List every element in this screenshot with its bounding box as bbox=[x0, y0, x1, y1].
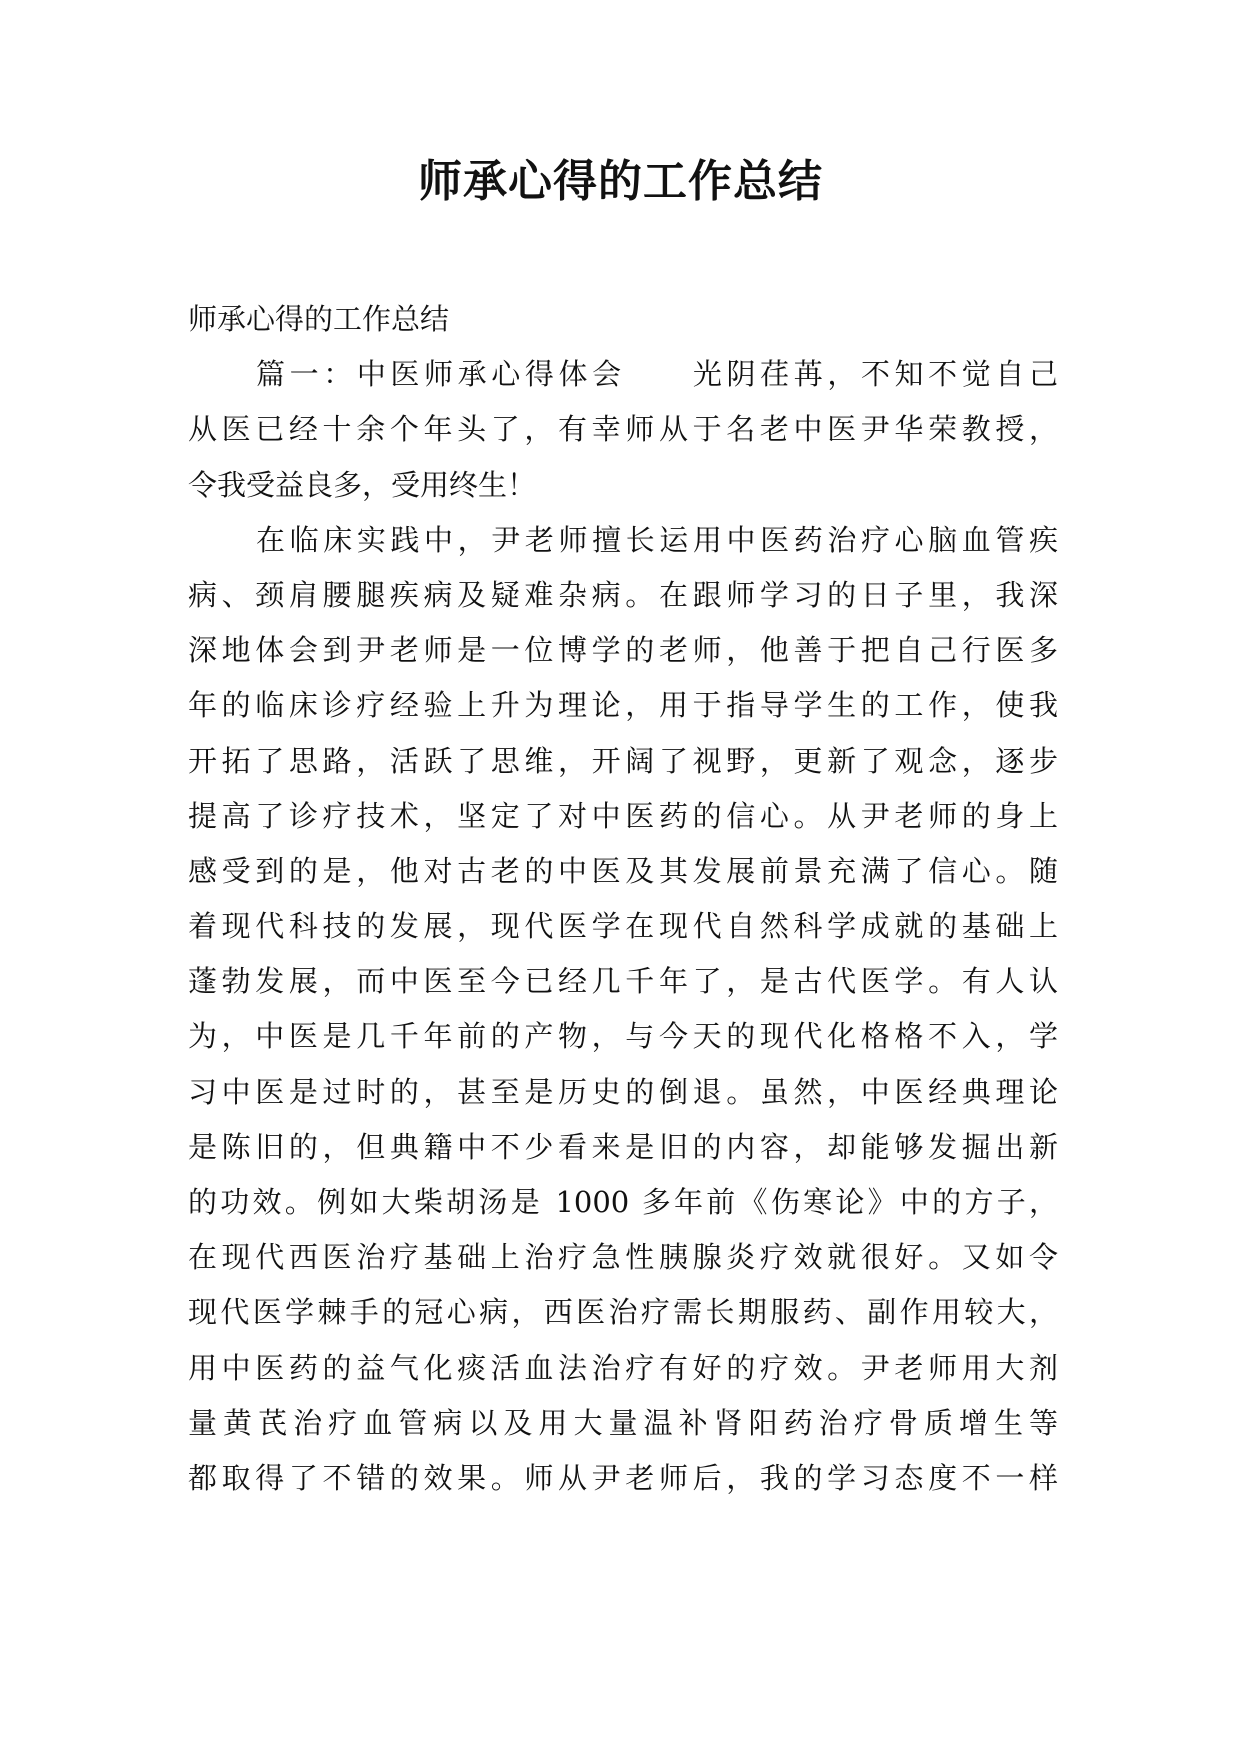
body-line: 年的临床诊疗经验上升为理论，用于指导学生的工作，使我 bbox=[188, 688, 1058, 723]
document-body bbox=[188, 292, 1058, 1506]
body-line: 在临床实践中，尹老师擅长运用中医药治疗心脑血管疾 bbox=[256, 522, 1058, 557]
body-line: 在现代西医治疗基础上治疗急性胰腺炎疗效就很好。又如令 bbox=[188, 1240, 1058, 1275]
body-line: 深地体会到尹老师是一位博学的老师，他善于把自己行医多 bbox=[188, 633, 1058, 668]
body-line: 现代医学棘手的冠心病，西医治疗需长期服药、副作用较大， bbox=[188, 1295, 1058, 1330]
body-line: 的功效。例如大柴胡汤是 1000 多年前《伤寒论》中的方子， bbox=[188, 1185, 1058, 1219]
body-line: 着现代科技的发展，现代医学在现代自然科学成就的基础上 bbox=[188, 909, 1058, 944]
body-line: 用中医药的益气化痰活血法治疗有好的疗效。尹老师用大剂 bbox=[188, 1350, 1058, 1385]
body-line: 从医已经十余个年头了，有幸师从于名老中医尹华荣教授， bbox=[188, 412, 1058, 447]
body-line: 量黄芪治疗血管病以及用大量温补肾阳药治疗骨质增生等 bbox=[188, 1405, 1058, 1440]
body-line: 开拓了思路，活跃了思维，开阔了视野，更新了观念，逐步 bbox=[188, 743, 1058, 778]
body-line-subtitle: 师承心得的工作总结 bbox=[188, 302, 450, 336]
body-line: 令我受益良多，受用终生！ bbox=[188, 467, 537, 502]
body-line: 是陈旧的，但典籍中不少看来是旧的内容，却能够发掘出新 bbox=[188, 1129, 1058, 1164]
body-line: 习中医是过时的，甚至是历史的倒退。虽然，中医经典理论 bbox=[188, 1074, 1058, 1109]
body-line: 提高了诊疗技术，坚定了对中医药的信心。从尹老师的身上 bbox=[188, 798, 1058, 833]
body-line: 病、颈肩腰腿疾病及疑难杂病。在跟师学习的日子里，我深 bbox=[188, 577, 1058, 612]
body-line: 篇一：中医师承心得体会 光阴荏苒，不知不觉自己 bbox=[256, 357, 1058, 392]
body-line: 为，中医是几千年前的产物，与今天的现代化格格不入，学 bbox=[188, 1019, 1058, 1054]
body-line: 都取得了不错的效果。师从尹老师后，我的学习态度不一样 bbox=[188, 1460, 1058, 1495]
body-line: 蓬勃发展，而中医至今已经几千年了，是古代医学。有人认 bbox=[188, 964, 1058, 999]
body-line: 感受到的是，他对古老的中医及其发展前景充满了信心。随 bbox=[188, 853, 1058, 888]
document-title: 师承心得的工作总结 bbox=[418, 156, 823, 207]
